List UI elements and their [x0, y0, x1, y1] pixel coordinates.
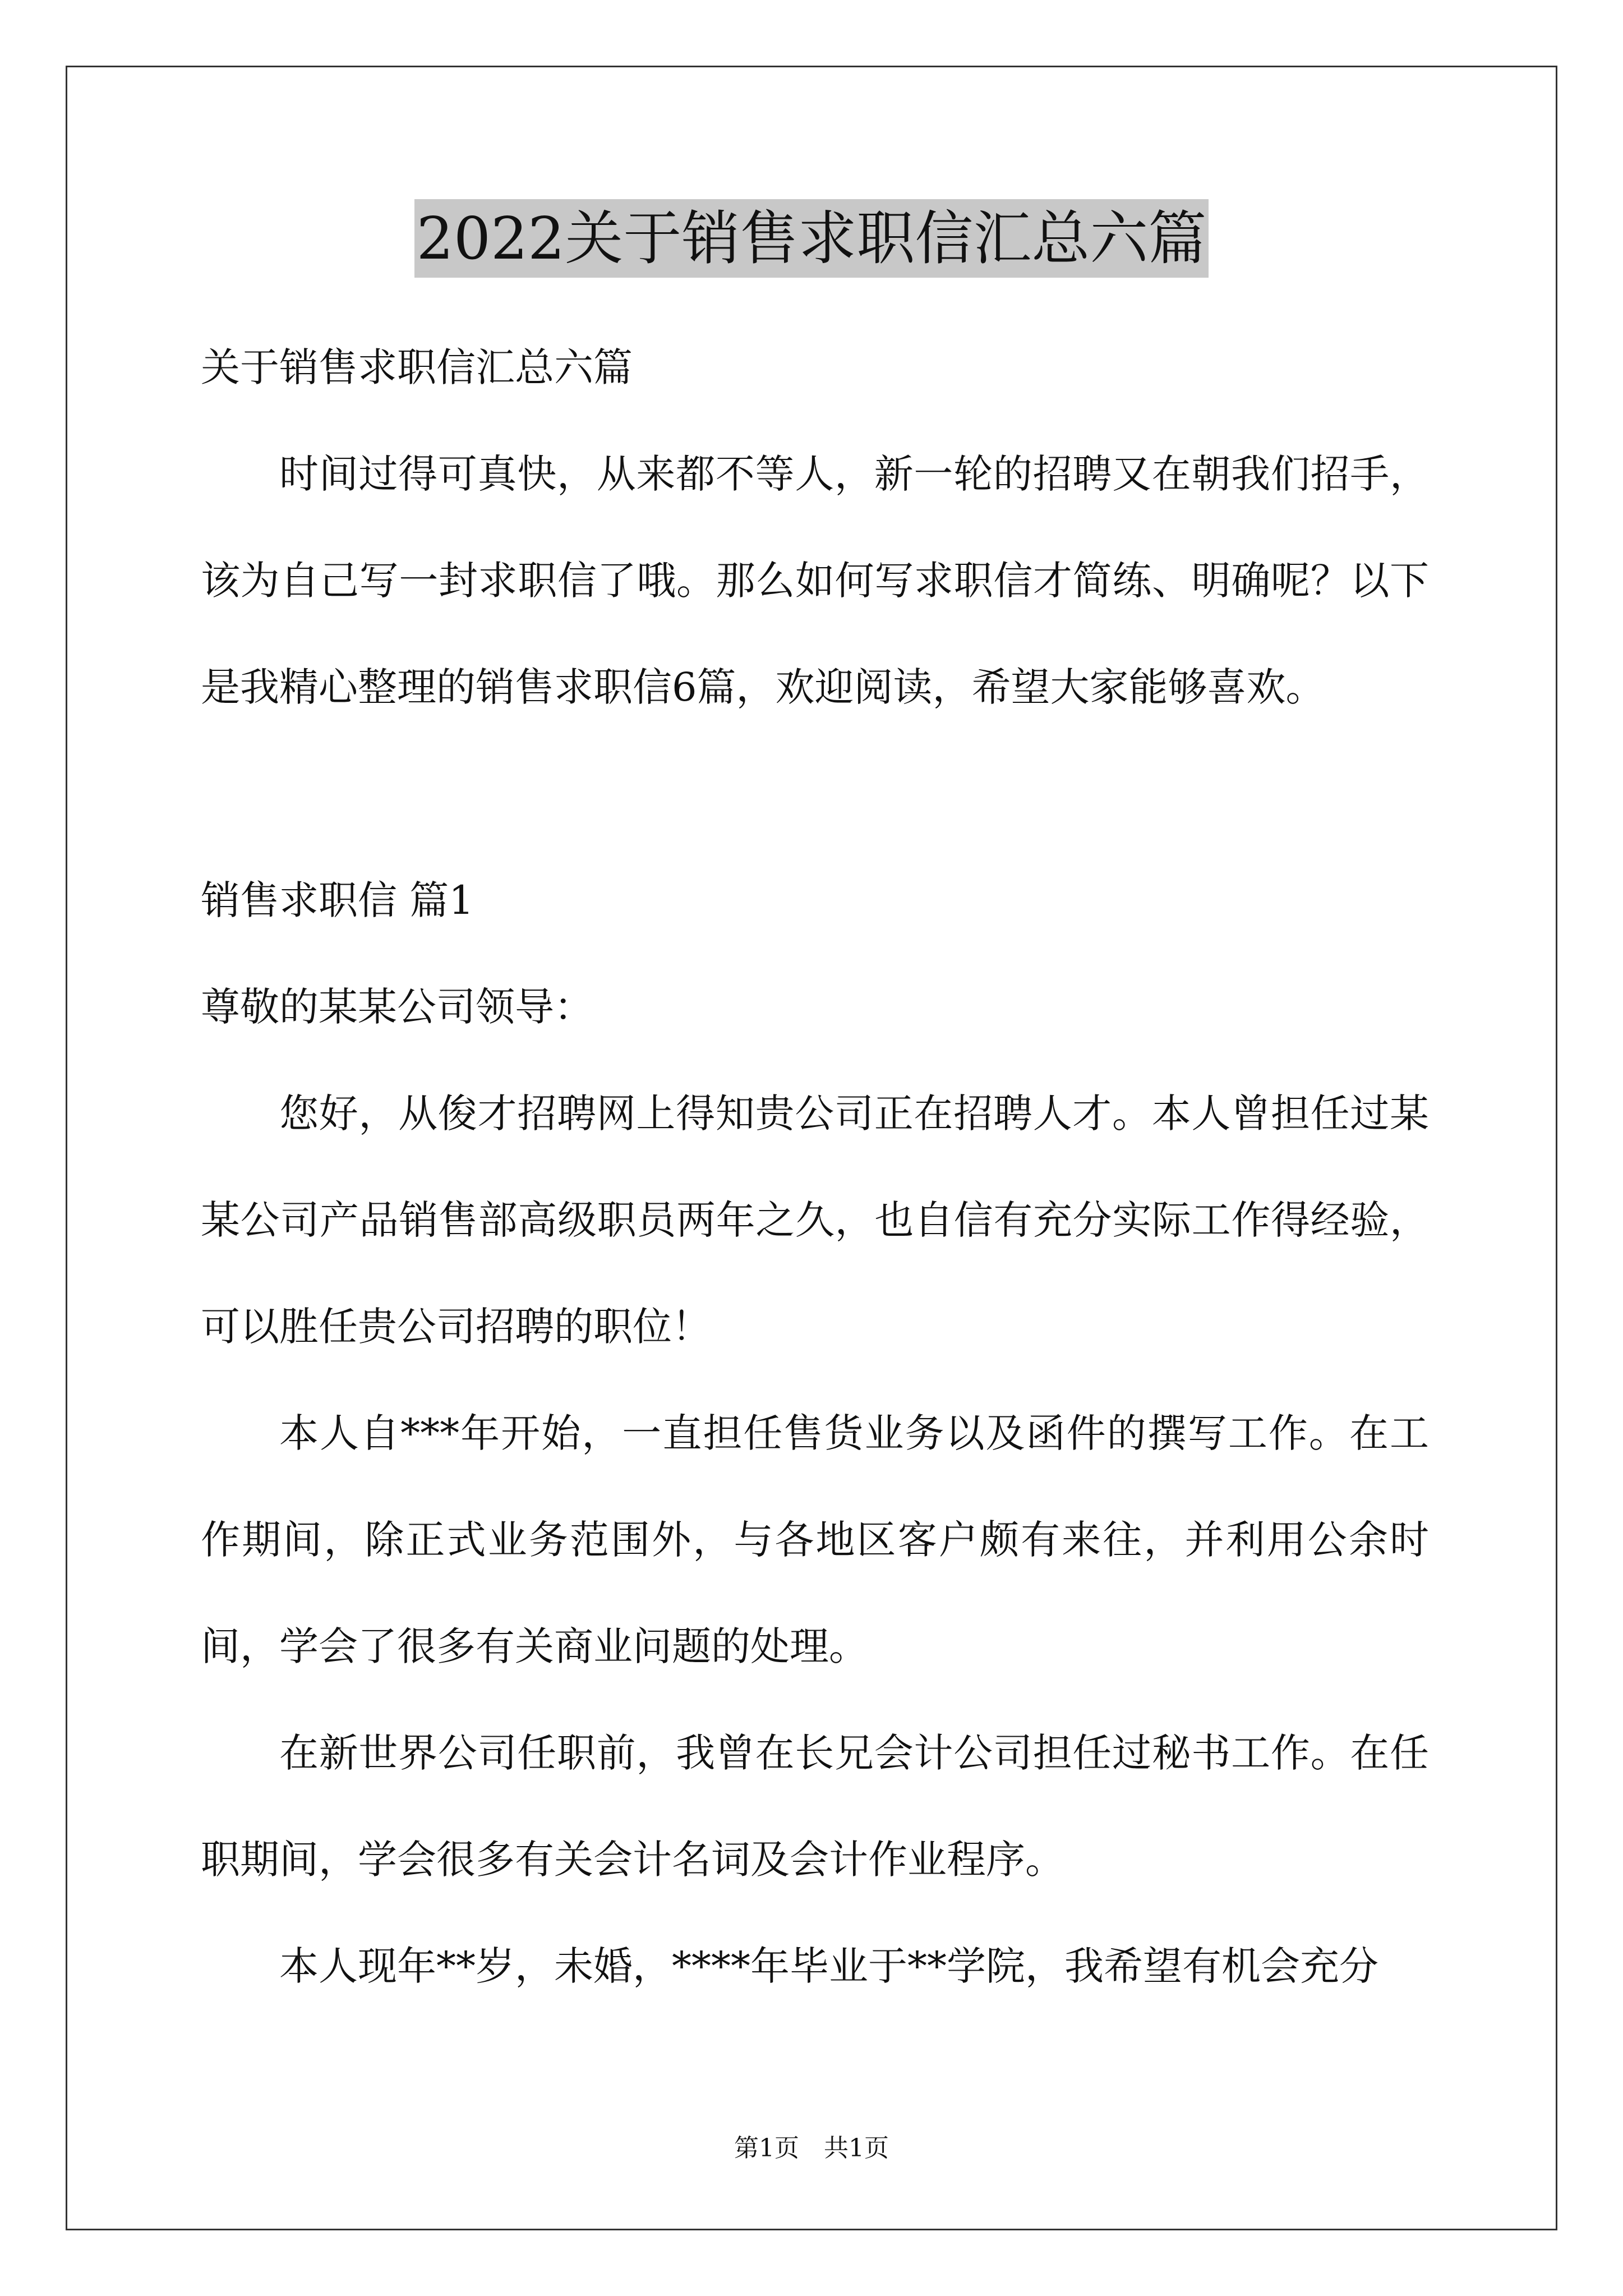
page-footer [0, 2132, 1623, 2165]
subtitle-paragraph: 关于销售求职信汇总六篇 [201, 344, 633, 390]
document-title: 2022关于销售求职信汇总六篇 [414, 199, 1209, 278]
body-paragraph: 本人自***年开始，一直担任售货业务以及函件的撰写工作。在工作期间，除正式业务范围外，与各地区客户颇有来往，并利用公余时间，学会了很多有关商业问题的处理。 [201, 1410, 1429, 1669]
document-body [201, 314, 1429, 2019]
page-number-current: 第1页 [734, 2134, 799, 2162]
intro-paragraph: 时间过得可真快，从来都不等人，新一轮的招聘又在朝我们招手，该为自己写一封求职信了哦。那么如何写求职信才简练、明确呢？以下是我精心整理的销售求职信6篇，欢迎阅读，希望大家能够喜欢。 [201, 451, 1429, 710]
section-heading: 销售求职信 篇1 [201, 877, 474, 923]
body-paragraph: 您好，从俊才招聘网上得知贵公司正在招聘人才。本人曾担任过某某公司产品销售部高级职员两年之久，也自信有充分实际工作得经验，可以胜任贵公司招聘的职位！ [201, 1091, 1429, 1350]
body-paragraph: 在新世界公司任职前，我曾在长兄会计公司担任过秘书工作。在任职期间，学会很多有关会计名词及会计作业程序。 [201, 1730, 1429, 1883]
title-container [0, 199, 1623, 278]
page-number-total: 共1页 [824, 2134, 889, 2162]
salutation: 尊敬的某某公司领导： [201, 984, 593, 1030]
body-paragraph: 本人现年**岁，未婚，****年毕业于**学院，我希望有机会充分 [279, 1943, 1378, 1989]
